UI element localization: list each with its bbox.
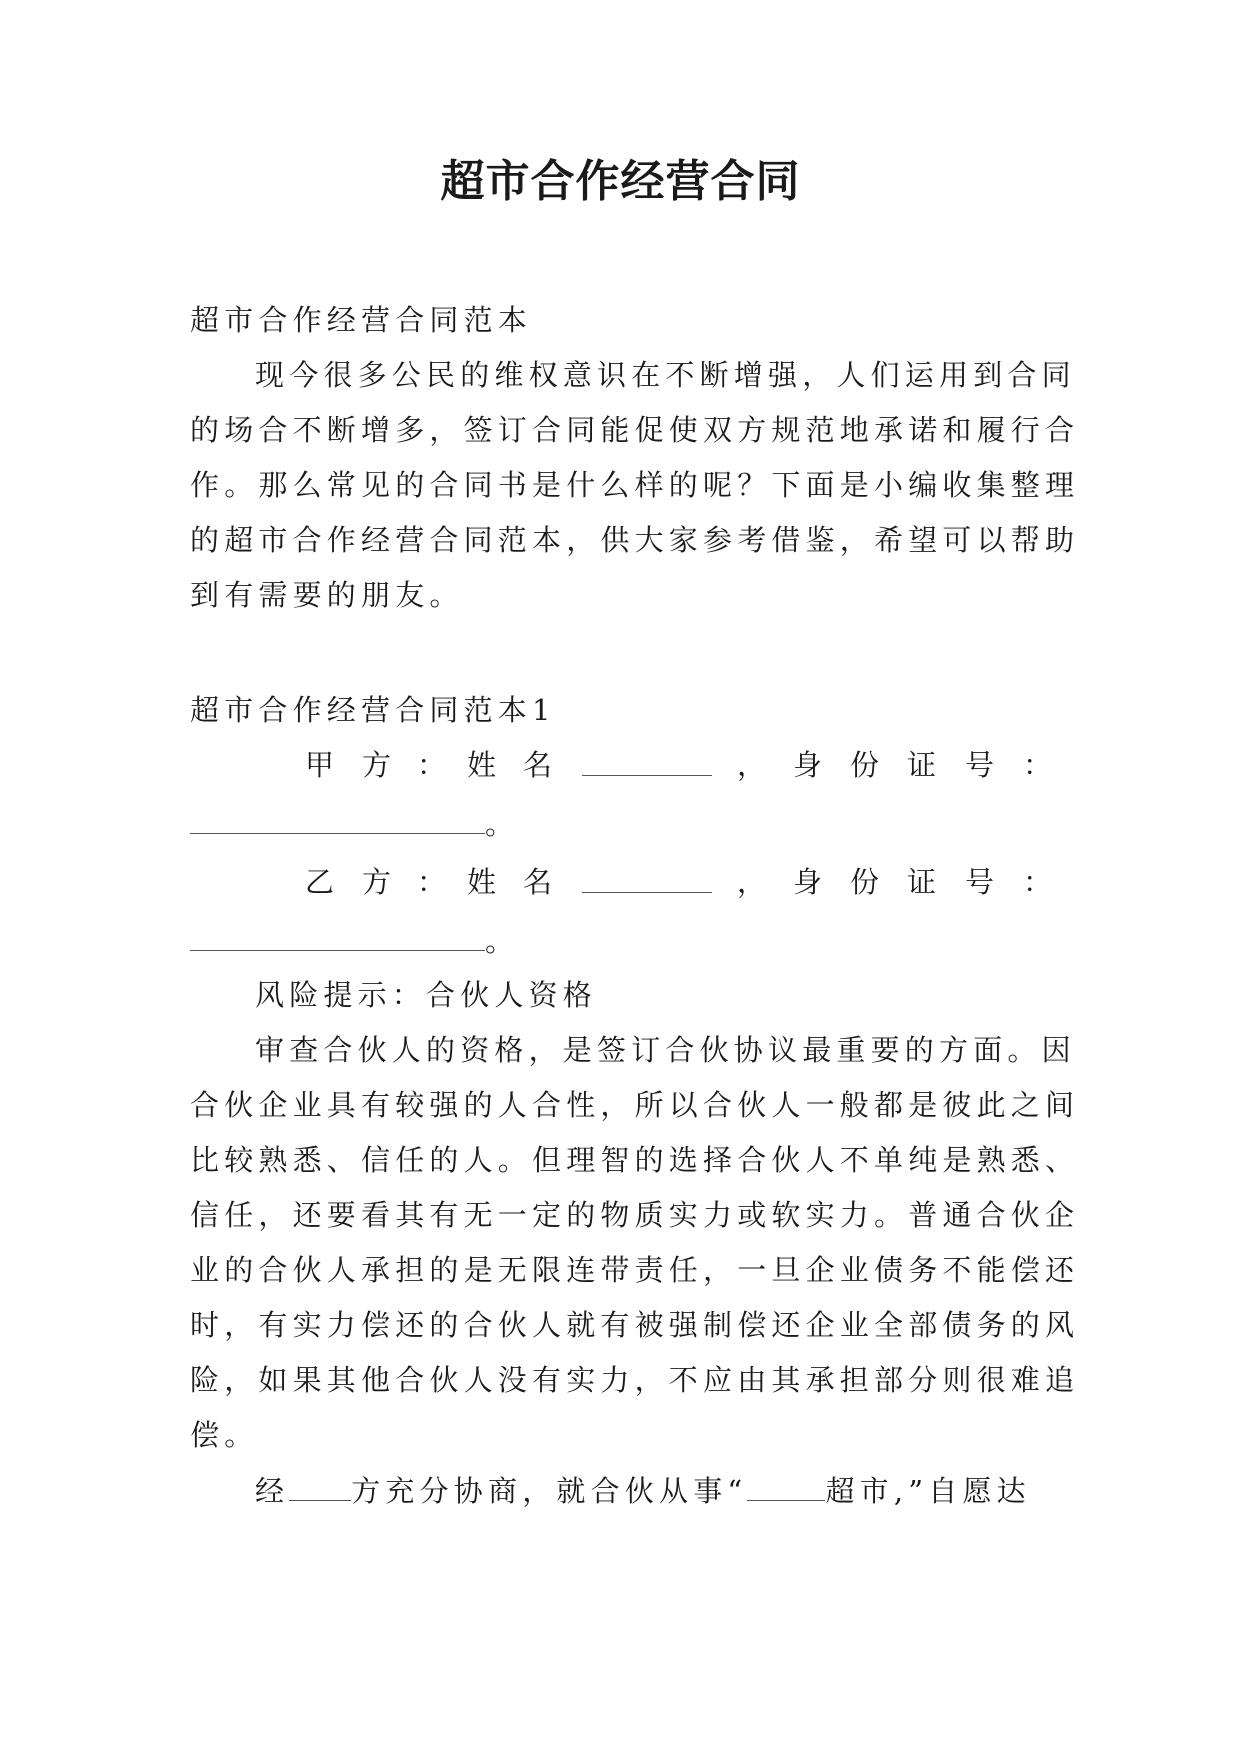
party-a-char: 证 [907, 748, 937, 782]
agreement-part: 超市,”自愿达 [825, 1474, 1031, 1508]
risk-line: 审查合伙人的资格，是签订合伙协议最重要的方面。因 [255, 1033, 1076, 1067]
risk-line: 业的合伙人承担的是无限连带责任，一旦企业债务不能偿还 [190, 1253, 1080, 1287]
party-b-comma: ， [737, 865, 767, 899]
risk-line: 合伙企业具有较强的人合性，所以合伙人一般都是彼此之间 [190, 1088, 1080, 1122]
party-b-char: 号 [965, 865, 995, 899]
intro-line: 作。那么常见的合同书是什么样的呢？下面是小编收集整理 [190, 468, 1080, 502]
party-a-char: ： [417, 748, 447, 782]
party-b-char: ： [1023, 865, 1053, 899]
party-b-id-line [190, 920, 1070, 961]
party-a-char: 号 [965, 748, 995, 782]
party-b-char: 身 [793, 865, 823, 899]
party-a-end: 。 [485, 807, 515, 841]
party-b-char: 份 [850, 865, 880, 899]
name-blank [582, 745, 712, 786]
id-blank [190, 803, 485, 834]
agreement-line [255, 1470, 1070, 1511]
party-count-blank [289, 1470, 351, 1501]
risk-line: 偿。 [190, 1418, 259, 1452]
id-blank [190, 920, 485, 951]
party-a-char: 甲 [305, 748, 335, 782]
agreement-part: 方充分协商，就合伙从事“ [351, 1474, 748, 1508]
party-b-line [305, 862, 1070, 902]
risk-line: 险，如果其他合伙人没有实力，不应由其承担部分则很难追 [190, 1363, 1080, 1397]
document-title: 超市合作经营合同 [440, 156, 801, 207]
party-a-line [305, 745, 1070, 785]
party-a-char: 份 [850, 748, 880, 782]
intro-line: 现今很多公民的维权意识在不断增强，人们运用到合同 [255, 358, 1076, 392]
party-a-char: ： [1023, 748, 1053, 782]
party-a-char: 名 [523, 748, 553, 782]
party-a-comma: ， [737, 748, 767, 782]
party-b-char: 证 [907, 865, 937, 899]
risk-heading: 风险提示：合伙人资格 [255, 978, 598, 1012]
name-blank [582, 862, 712, 903]
section-heading: 超市合作经营合同范本1 [190, 693, 556, 727]
intro-line: 的超市合作经营合同范本，供大家参考借鉴，希望可以帮助 [190, 523, 1080, 557]
agreement-part: 经 [255, 1474, 290, 1508]
party-a-id-line [190, 803, 1070, 844]
party-b-char: 乙 [305, 865, 335, 899]
party-b-char: 姓 [467, 865, 497, 899]
party-b-char: ： [417, 865, 447, 899]
risk-line: 比较熟悉、信任的人。但理智的选择合伙人不单纯是熟悉、 [190, 1143, 1080, 1177]
party-b-end: 。 [485, 924, 515, 958]
risk-line: 信任，还要看其有无一定的物质实力或软实力。普通合伙企 [190, 1198, 1080, 1232]
risk-line: 时，有实力偿还的合伙人就有被强制偿还企业全部债务的风 [190, 1308, 1080, 1342]
party-a-char: 身 [793, 748, 823, 782]
party-a-char: 姓 [467, 748, 497, 782]
document-subtitle: 超市合作经营合同范本 [190, 303, 533, 337]
party-b-char: 名 [523, 865, 553, 899]
supermarket-name-blank [747, 1470, 825, 1501]
intro-line: 的场合不断增多，签订合同能促使双方规范地承诺和履行合 [190, 413, 1080, 447]
intro-line: 到有需要的朋友。 [190, 578, 464, 612]
party-b-char: 方 [362, 865, 392, 899]
party-a-char: 方 [362, 748, 392, 782]
